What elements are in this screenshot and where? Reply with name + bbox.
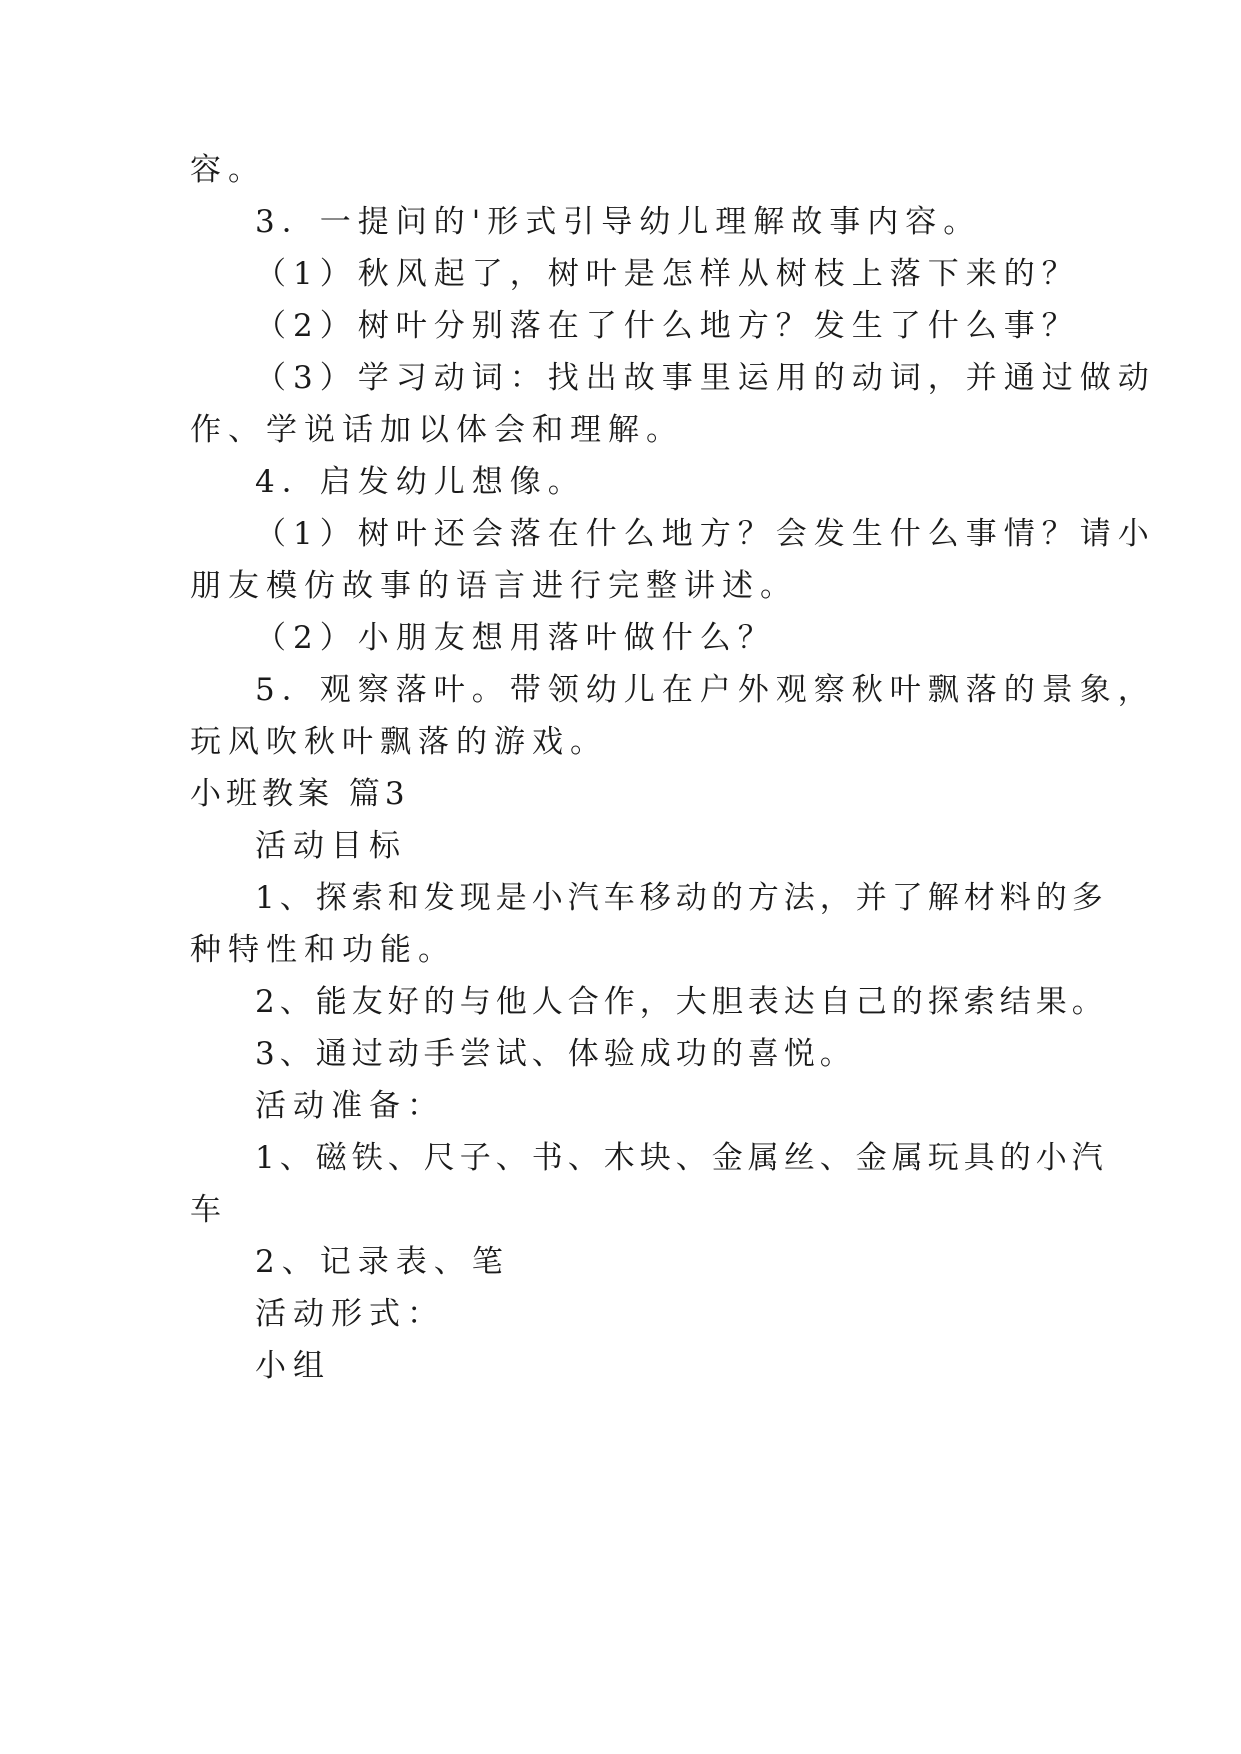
activity-goals-heading: 活动目标 — [255, 828, 407, 864]
activity-prep-heading: 活动准备： — [255, 1088, 445, 1124]
text-line: 朋友模仿故事的语言进行完整讲述。 — [190, 568, 798, 604]
text-line: 玩风吹秋叶飘落的游戏。 — [190, 724, 608, 760]
goal-1: 1、探索和发现是小汽车移动的方法，并了解材料的多 — [255, 880, 1108, 916]
question-3: （3）学习动词：找出故事里运用的动词，并通过做动 — [255, 360, 1156, 396]
prep-1: 1、磁铁、尺子、书、木块、金属丝、金属玩具的小汽 — [255, 1140, 1108, 1176]
goal-2: 2、能友好的与他人合作，大胆表达自己的探索结果。 — [255, 984, 1108, 1020]
question-1: （1）秋风起了，树叶是怎样从树枝上落下来的？ — [255, 256, 1080, 292]
question-2: （2）树叶分别落在了什么地方？发生了什么事？ — [255, 308, 1080, 344]
activity-form-value: 小组 — [255, 1348, 331, 1384]
text-line: 种特性和功能。 — [190, 932, 456, 968]
activity-form-heading: 活动形式： — [255, 1296, 445, 1332]
text-line: 车 — [190, 1192, 228, 1228]
text-line: 容。 — [190, 152, 266, 188]
step-3-heading: 3．一提问的'形式引导幼儿理解故事内容。 — [255, 204, 982, 240]
question-1b: （1）树叶还会落在什么地方？会发生什么事情？请小 — [255, 516, 1156, 552]
prep-2: 2、记录表、笔 — [255, 1244, 510, 1280]
goal-3: 3、通过动手尝试、体验成功的喜悦。 — [255, 1036, 856, 1072]
step-4-heading: 4．启发幼儿想像。 — [255, 464, 586, 500]
text-line: 作、学说话加以体会和理解。 — [190, 412, 684, 448]
section-title: 小班教案 篇3 — [190, 776, 410, 812]
step-5-heading: 5．观察落叶。带领幼儿在户外观察秋叶飘落的景象， — [255, 672, 1156, 708]
question-2b: （2）小朋友想用落叶做什么？ — [255, 620, 776, 656]
